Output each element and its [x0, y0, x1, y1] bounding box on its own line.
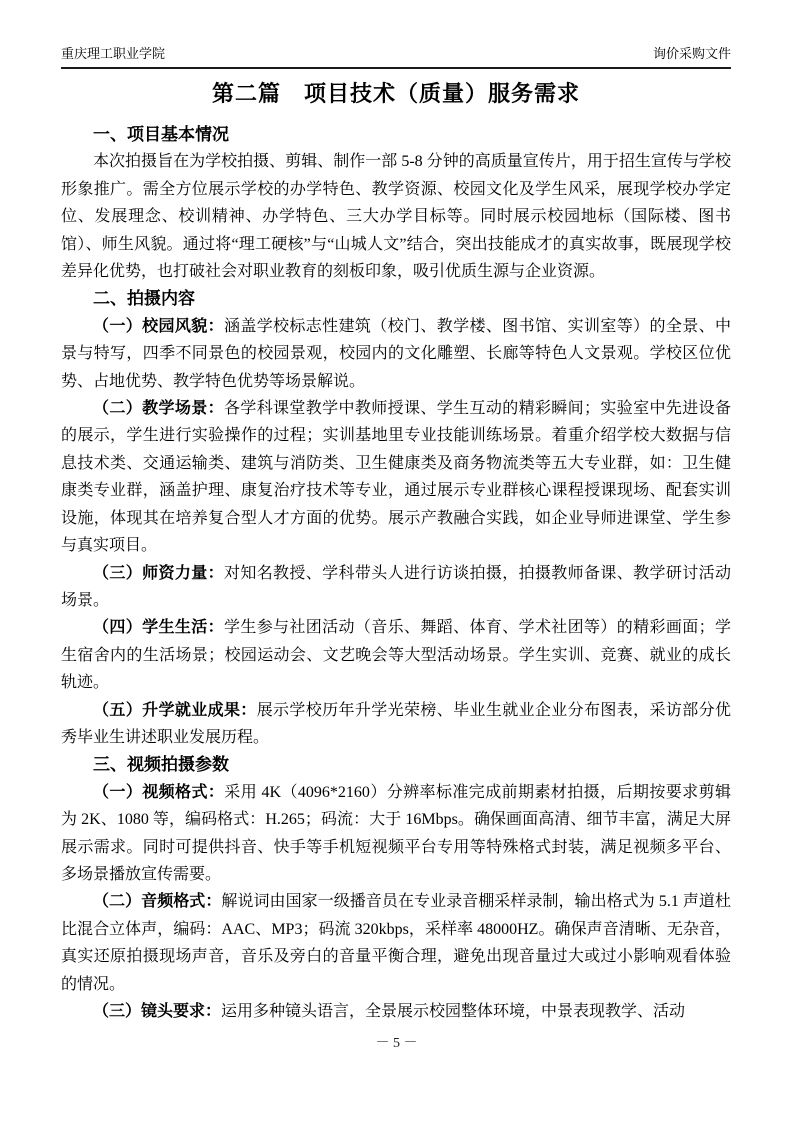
page-footer	[0, 1034, 793, 1054]
document-body	[61, 121, 731, 1025]
paragraph-lead: （二）音频格式：	[93, 893, 222, 911]
paragraph-lead: （三）师资力量：	[93, 564, 224, 582]
paragraph-lead: （二）教学场景：	[93, 400, 224, 418]
paragraph-lead: （四）学生生活：	[93, 619, 224, 637]
paragraph: （一）视频格式：采用 4K（4096*2160）分辨率标准完成前期素材拍摄，后期按要求剪辑为 2K、1080 等，编码格式：H.265；码流：大于 16Mbps。确保画面高清、细节丰富，满足大屏展示需求。同时可提供抖音、快手等手机短视频平台专用等特殊格式封装，满足视频多平台、多场景播放宣传需要。	[61, 783, 731, 883]
section-heading: 三、视频拍摄参数	[93, 755, 229, 775]
paragraph: （三）镜头要求：运用多种镜头语言，全景展示校园整体环境，中景表现教学、活动	[93, 1003, 686, 1020]
paragraph: （二）教学场景：各学科课堂教学中教师授课、学生互动的精彩瞬间；实验室中先进设备的展示，学生进行实验操作的过程；实训基地里专业技能训练场景。着重介绍学校大数据与信息技术类、交通运输类、建筑与消防类、卫生健康类及商务物流类等五大专业群，如：卫生健康类专业群，涵盖护理、康复治疗技术等专业，通过展示专业群核心课程授课现场、配套实训设施，体现其在培养复合型人才方面的优势。展示产教融合实践，如企业导师进课堂、学生参与真实项目。	[61, 400, 731, 555]
header-left-text: 重庆理工职业学院	[61, 46, 166, 61]
paragraph-lead: （一）视频格式：	[93, 783, 225, 801]
paragraph-lead: （三）镜头要求：	[93, 1003, 222, 1020]
page-header	[61, 45, 731, 69]
paragraph: （四）学生生活：学生参与社团活动（音乐、舞蹈、体育、学术社团等）的精彩画面；学生宿舍内的生活场景；校园运动会、文艺晚会等大型活动场景。学生实训、竞赛、就业的成长轨迹。	[61, 619, 731, 692]
paragraph: （三）师资力量：对知名教授、学科带头人进行访谈拍摄，拍摄教师备课、教学研讨活动场景。	[61, 564, 731, 609]
header-right-text: 询价采购文件	[652, 46, 731, 61]
section-heading: 一、项目基本情况	[93, 125, 229, 144]
paragraph-lead: （一）校园风貌：	[93, 317, 224, 335]
page-number: － 5 －	[375, 1036, 418, 1051]
paragraph-lead: （五）升学就业成果：	[93, 701, 257, 719]
paragraph: （一）校园风貌：涵盖学校标志性建筑（校门、教学楼、图书馆、实训室等）的全景、中景与特写，四季不同景色的校园景观，校园内的文化雕塑、长廊等特色人文景观。学校区位优势、占地优势、教学特色优势等场景解说。	[61, 317, 731, 390]
paragraph: （五）升学就业成果：展示学校历年升学光荣榜、毕业生就业企业分布图表，采访部分优秀毕业生讲述职业发展历程。	[61, 701, 731, 746]
document-title: 第二篇 项目技术（质量）服务需求	[211, 81, 580, 106]
paragraph: 本次拍摄旨在为学校拍摄、剪辑、制作一部 5-8 分钟的高质量宣传片，用于招生宣传与学校形象推广。需全方位展示学校的办学特色、教学资源、校园文化及学生风采，展现学校办学定位、发展理念、校训精神、办学特色、三大办学目标等。同时展示校园地标（国际楼、图书馆）、师生风貌。通过将“理工硬核”与“山城人文”结合，突出技能成才的真实故事，既展现学校差异化优势，也打破社会对职业教育的刻板印象，吸引优质生源与企业资源。	[61, 153, 731, 281]
section-heading: 二、拍摄内容	[93, 289, 195, 309]
paragraph: （二）音频格式：解说词由国家一级播音员在专业录音棚采样录制，输出格式为 5.1 声道杜比混合立体声，编码：AAC、MP3；码流 320kbps，采样率 48000HZ。确保声音清晰、无杂音，真实还原拍摄现场声音，音乐及旁白的音量平衡合理，避免出现音量过大或过小影响观看体验的情况。	[61, 893, 731, 993]
